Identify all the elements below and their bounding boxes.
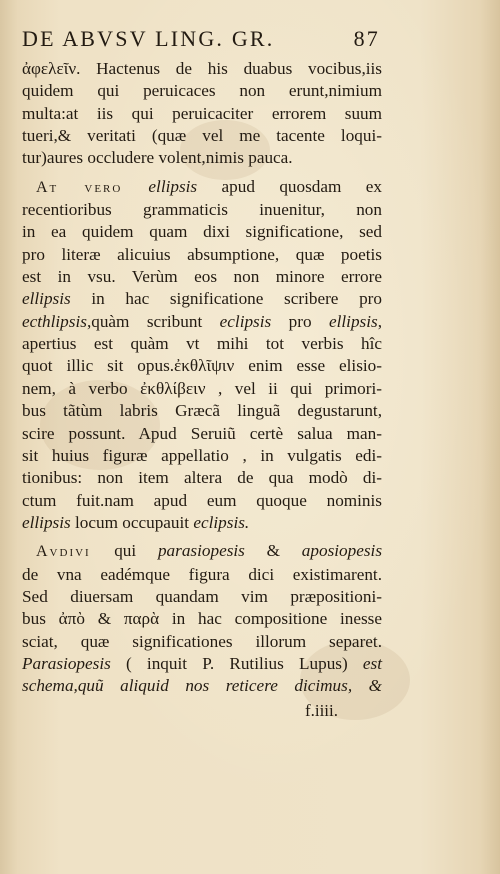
text-span: qui <box>114 541 158 561</box>
signature-mark: f.iiii. <box>304 700 338 720</box>
running-title: DE ABVSV LING. GR. <box>22 26 275 51</box>
text-span: de vna eadémque figura dici existimarent. <box>22 564 382 584</box>
italic-text: ellipsis <box>329 311 378 331</box>
text-span: ,quàm scribunt <box>86 311 220 331</box>
italic-text: schema,quũ aliquid nos reticere dicimus, & <box>22 676 382 696</box>
small-caps-text: At vero <box>36 178 149 196</box>
text-span: recentioribus grammaticis inuenitur, non <box>22 200 382 220</box>
text-line <box>22 244 382 266</box>
text-span: ctum fuit.nam apud eum quoque nominis <box>22 490 382 510</box>
text-span: multa:at iis qui peruicaciter errorem suum <box>22 103 382 123</box>
text-line <box>22 608 382 630</box>
text-line <box>22 355 382 377</box>
page-number: 87 <box>353 26 380 51</box>
italic-text: Parasiopesis <box>22 653 111 673</box>
text-line <box>22 423 382 445</box>
text-line <box>22 333 382 355</box>
text-span: sit huius figuræ appellatio , in vulgatis edi- <box>22 445 382 465</box>
text-line <box>22 540 382 563</box>
body-text <box>22 58 382 698</box>
text-line <box>22 103 382 125</box>
text-line <box>22 80 382 102</box>
italic-text: eclipsis <box>219 311 272 331</box>
text-line <box>22 288 382 310</box>
small-caps-text: Avdivi <box>36 543 115 561</box>
text-line <box>22 467 382 489</box>
text-line <box>22 176 382 199</box>
text-span: apud quosdam ex <box>197 176 382 196</box>
text-line <box>22 266 382 288</box>
text-span: est in vsu. Verùm eos non minore errore <box>22 267 382 287</box>
text-line <box>22 147 382 169</box>
text-span: tur)aures occludere volent,nimis pauca. <box>22 148 293 168</box>
running-header <box>22 26 382 52</box>
text-line <box>22 564 382 586</box>
text-span: pro literæ alicuius absumptione, quæ poetis <box>22 244 382 264</box>
text-line <box>22 490 382 512</box>
italic-text: est <box>362 653 382 673</box>
text-span: quot illic sit opus.ἐκθλῖψιν enim esse elisio- <box>22 356 382 376</box>
text-span: pro <box>271 311 329 331</box>
text-line <box>22 311 382 333</box>
text-line <box>22 631 382 653</box>
text-span: ἀφελεῖν. Hactenus de his duabus vocibus,iis <box>22 59 382 78</box>
text-span: Sed diuersam quandam vim præpositioni- <box>22 586 382 606</box>
text-span: apertius est quàm vt mihi tot verbis hîc <box>22 334 382 354</box>
text-line <box>22 445 382 467</box>
text-span: sciat, quæ significationes illorum separet. <box>22 631 382 651</box>
text-span: quidem qui peruicaces non erunt,nimium <box>22 81 382 101</box>
text-span: , <box>377 311 382 331</box>
italic-text: eclipsis. <box>193 512 250 532</box>
italic-text: ellipsis <box>22 289 71 309</box>
text-span: scire possunt. Apud Seruiũ certè salua man- <box>22 423 382 443</box>
text-span: locum occupauit <box>70 512 194 532</box>
text-line <box>22 58 382 80</box>
italic-text: ellipsis <box>148 176 198 196</box>
text-span: in ea quidem quam dixi significatione, sed <box>22 222 382 242</box>
text-line <box>22 675 382 697</box>
text-line <box>22 221 382 243</box>
italic-text: parasiopesis <box>157 541 245 561</box>
text-line <box>22 125 382 147</box>
text-span: in hac significatione scribere pro <box>70 289 382 309</box>
text-line <box>22 378 382 400</box>
text-line <box>22 586 382 608</box>
text-span: tueri,& veritati (quæ vel me tacente loqui- <box>22 126 382 146</box>
text-span: & <box>244 541 302 561</box>
text-span: tionibus: non item altera de qua modò di- <box>22 468 382 488</box>
italic-text: ecthlipsis <box>22 311 87 331</box>
italic-text: aposiopesis <box>301 541 383 561</box>
text-span: ( inquit P. Rutilius Lupus) <box>110 653 363 673</box>
text-span: bus ἀπὸ & παρὰ in hac compositione inesse <box>22 609 382 629</box>
text-line <box>22 199 382 221</box>
text-span: nem, à verbo ἐκθλίβειν , vel ii qui primori- <box>22 378 382 398</box>
text-line <box>22 400 382 422</box>
italic-text: ellipsis <box>22 512 71 532</box>
text-line <box>22 653 382 675</box>
page-text-block <box>22 26 382 722</box>
text-line <box>22 512 382 534</box>
text-span: bus tãtùm labris Græcã linguã degustarunt, <box>22 401 382 421</box>
